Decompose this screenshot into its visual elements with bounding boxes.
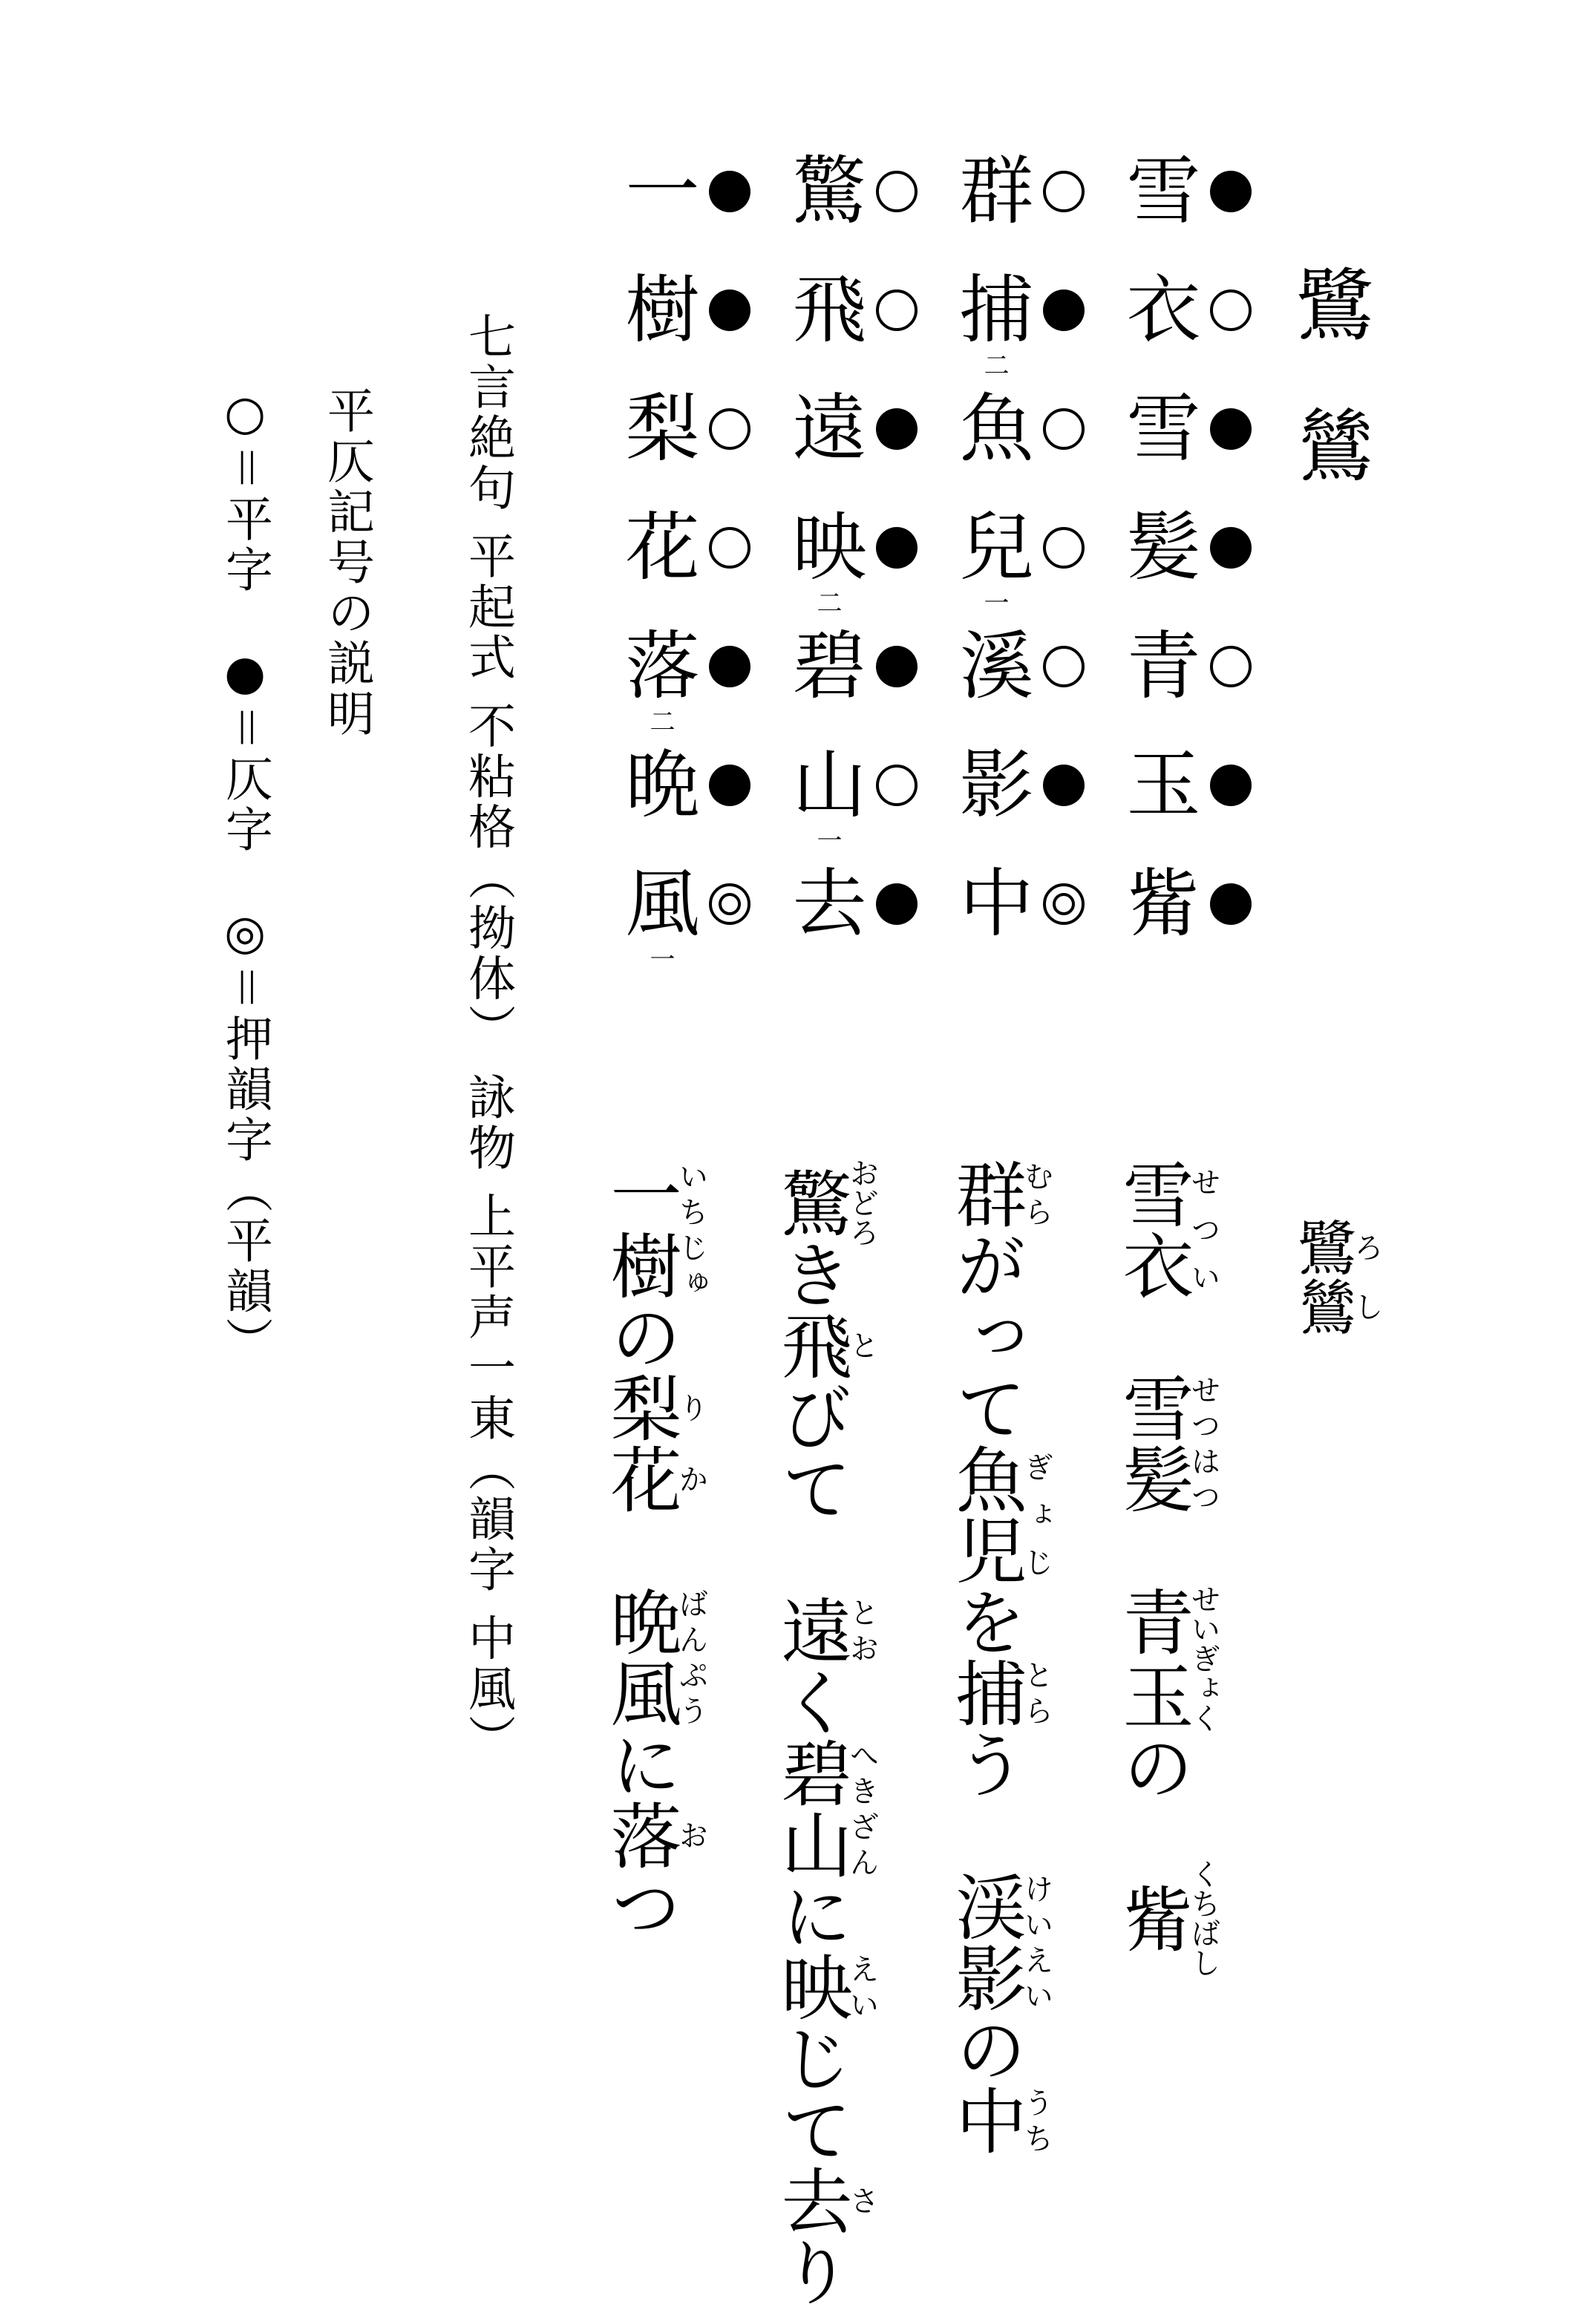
- poem-char-cell: [954, 861, 1125, 946]
- poem-char-cell: [787, 624, 958, 709]
- yomikudashi-line: [770, 1158, 879, 2307]
- ruby-reading: むら: [1019, 1158, 1053, 1229]
- hyo-circle-icon: [1043, 408, 1085, 450]
- ruby-word: [599, 1158, 708, 1300]
- ruby-reading: くちばし: [1186, 1859, 1220, 1977]
- ruby-reading: お: [674, 1799, 708, 1871]
- poem-kanji: 落: [625, 623, 700, 710]
- ruby-reading: とお: [845, 1594, 879, 1666]
- poem-char-cell: [787, 504, 958, 618]
- ruby-word: [770, 1309, 879, 1381]
- ruby-base: 遠: [770, 1594, 853, 1666]
- ruby-base: 青玉: [1111, 1584, 1194, 1732]
- soku-dot-icon: [876, 408, 918, 450]
- okurigana: に: [770, 1879, 853, 1951]
- soku-dot-icon: [1210, 527, 1252, 569]
- poem-kanji: 雪: [1126, 385, 1201, 472]
- hyo-circle-icon: [876, 289, 918, 331]
- kaeriten-mark: 一: [650, 945, 676, 975]
- ruby-word: [599, 1586, 708, 1728]
- poem-char-cell: [620, 860, 791, 975]
- ruby-base: 觜: [1111, 1859, 1194, 1977]
- poem-kanji: 中: [959, 860, 1034, 947]
- ruby-word: [1111, 1584, 1220, 1732]
- ruby-base: 落: [599, 1799, 682, 1871]
- kaeriten-mark: 二: [984, 351, 1010, 381]
- poem-kanji: 映: [792, 504, 867, 591]
- ruby-word: [770, 1158, 879, 1247]
- hyo-circle-icon: [709, 408, 750, 450]
- okurigana: つ: [599, 1871, 682, 1942]
- ruby-reading: えい: [845, 1951, 879, 2022]
- ruby-base: 梨花: [599, 1372, 682, 1514]
- poem-char-cell: [620, 742, 791, 828]
- ruby-word: [599, 1372, 708, 1514]
- okurigana: を: [944, 1586, 1027, 1657]
- poem-kanji: 衣: [1126, 266, 1201, 353]
- poem-char-cell: [954, 266, 1125, 381]
- kaeriten-mark: 一: [984, 589, 1010, 618]
- yomikudashi-line: [599, 1158, 708, 1942]
- poem-title-char: 鷥: [1295, 402, 1374, 493]
- okurigana: の: [944, 2013, 1027, 2084]
- okurigana: [944, 1799, 1027, 1871]
- soku-dot-icon: [709, 289, 750, 331]
- hyo-circle-icon: [1043, 527, 1085, 569]
- rhyme-double-circle-icon: [1043, 883, 1085, 925]
- poem-kanji: 一: [625, 148, 700, 235]
- poem-kanji: 溪: [959, 623, 1034, 710]
- soku-dot-icon: [876, 883, 918, 925]
- poem-kanji: 晩: [625, 742, 700, 828]
- poem-char-cell: [620, 148, 791, 234]
- soku-dot-icon: [1210, 408, 1252, 450]
- poem-char-cell: [1121, 386, 1292, 471]
- yomi-title-text: 鷺鷥: [1287, 1217, 1356, 1336]
- hyo-circle-icon: [1210, 646, 1252, 687]
- ruby-word: [1111, 1158, 1220, 1300]
- ruby-base: 晩風: [599, 1586, 682, 1728]
- poem-kanji: 山: [792, 742, 867, 828]
- ruby-reading: いちじゅ: [674, 1158, 708, 1300]
- poem-char-cell: [787, 386, 958, 471]
- ruby-word: [944, 1443, 1053, 1586]
- soku-dot-icon: [876, 527, 918, 569]
- ruby-base: 飛: [770, 1309, 853, 1381]
- ruby-base: 雪髪: [1111, 1372, 1194, 1514]
- poem-kanji: 驚: [792, 148, 867, 235]
- okurigana: がって: [944, 1229, 1027, 1443]
- poem-char-cell: [1121, 267, 1292, 353]
- poem-kanji: 梨: [625, 385, 700, 472]
- poem-kanji: 風: [625, 860, 700, 947]
- ruby-reading: せつはつ: [1186, 1372, 1220, 1514]
- poem-char-cell: [1121, 861, 1292, 946]
- ruby-reading: とら: [1019, 1657, 1053, 1728]
- hyo-circle-icon: [876, 765, 918, 806]
- ruby-base: 驚: [770, 1158, 853, 1247]
- okurigana: く: [770, 1666, 853, 1737]
- legend-text: ○＝平字 ●＝仄字 ◎＝押韻字（平韻）: [218, 386, 272, 1367]
- okurigana: [1111, 1300, 1194, 1372]
- poem-char-cell: [954, 386, 1125, 471]
- ruby-reading: うち: [1019, 2084, 1053, 2156]
- soku-dot-icon: [709, 171, 750, 212]
- poem-char-cell: [787, 148, 958, 234]
- ruby-word: [770, 1594, 879, 1666]
- poem-char-cell: [620, 623, 791, 737]
- poem-kanji: 碧: [792, 623, 867, 710]
- kaeriten-mark: 二: [650, 707, 676, 737]
- rhyme-double-circle-icon: [709, 883, 750, 925]
- soku-dot-icon: [1210, 883, 1252, 925]
- poem-char-cell: [954, 148, 1125, 234]
- poem-kanji: 玉: [1126, 742, 1201, 828]
- okurigana: [1111, 1514, 1194, 1586]
- poem-kanji: 群: [959, 148, 1034, 235]
- soku-dot-icon: [1210, 171, 1252, 212]
- poem-kanji: 髪: [1126, 504, 1201, 591]
- ruby-word: [599, 1799, 708, 1871]
- ruby-reading: へきざん: [845, 1737, 879, 1879]
- poem-kanji: 青: [1126, 623, 1201, 710]
- soku-dot-icon: [1043, 765, 1085, 806]
- yomikudashi-line: [944, 1158, 1053, 2156]
- soku-dot-icon: [1043, 289, 1085, 331]
- kaeriten-mark: 一: [817, 826, 843, 856]
- soku-dot-icon: [1210, 765, 1252, 806]
- poem-char-cell: [787, 861, 958, 946]
- poem-char-cell: [620, 505, 791, 590]
- ruby-reading: と: [845, 1309, 879, 1381]
- ruby-word: [944, 2084, 1053, 2156]
- poem-kanji: 雪: [1126, 148, 1201, 235]
- poem-char-cell: [954, 624, 1125, 709]
- okurigana: [599, 1514, 682, 1586]
- soku-dot-icon: [709, 646, 750, 687]
- poem-char-cell: [620, 267, 791, 353]
- ruby-reading: ばんぷう: [674, 1586, 708, 1728]
- poem-char-cell: [1121, 505, 1292, 590]
- okurigana: き: [770, 1238, 853, 1309]
- poem-kanji: 魚: [959, 385, 1034, 472]
- ruby-base: 捕: [944, 1657, 1027, 1728]
- poem-title-char: 鷺: [1295, 261, 1374, 352]
- ruby-base: 渓影: [944, 1871, 1027, 2013]
- okurigana: びて: [770, 1381, 853, 1523]
- ruby-word: [944, 1871, 1053, 2013]
- legend-title: 平仄記号の説明: [319, 386, 374, 739]
- poem-kanji: 捕: [959, 266, 1034, 353]
- ruby-base: 映: [770, 1951, 853, 2022]
- ruby-reading: おどろ: [845, 1158, 879, 1247]
- hyo-circle-icon: [1043, 646, 1085, 687]
- form-note: 七言絶句 平起式 不粘格（拗体） 詠物 上平声一東（韻字 中風）: [460, 312, 515, 1765]
- ruby-base: 魚児: [944, 1443, 1027, 1586]
- ruby-reading: せつい: [1186, 1158, 1220, 1300]
- ruby-word: [944, 1158, 1053, 1229]
- poem-kanji: 飛: [792, 266, 867, 353]
- ruby-reading: ぎょじ: [1019, 1443, 1053, 1586]
- poem-char-cell: [1121, 742, 1292, 828]
- ruby-base: 群: [944, 1158, 1027, 1229]
- okurigana: [770, 1523, 853, 1594]
- poem-char-cell: [954, 742, 1125, 828]
- ruby-reading: さ: [845, 2164, 879, 2236]
- soku-dot-icon: [876, 646, 918, 687]
- poem-kanji: 影: [959, 742, 1034, 828]
- hyo-circle-icon: [876, 171, 918, 212]
- poem-kanji: 兒: [959, 504, 1034, 591]
- hyo-circle-icon: [1043, 171, 1085, 212]
- okurigana: り: [770, 2236, 853, 2307]
- okurigana: じて: [770, 2022, 853, 2164]
- yomikudashi-line: [1111, 1158, 1220, 1977]
- ruby-word: [770, 2164, 879, 2236]
- ruby-word: [944, 1657, 1053, 1728]
- poem-title: [1295, 261, 1374, 549]
- ruby-reading: けいえい: [1019, 1871, 1053, 2013]
- ruby-word: [1111, 1859, 1220, 1977]
- poem-char-cell: [1121, 148, 1292, 234]
- hyo-circle-icon: [1210, 289, 1252, 331]
- hyo-circle-icon: [709, 527, 750, 569]
- ruby-word: [770, 1737, 879, 1879]
- ruby-base: 雪衣: [1111, 1158, 1194, 1300]
- ruby-word: [770, 1951, 879, 2022]
- okurigana: の: [599, 1300, 682, 1372]
- yomikudashi-title: [1287, 1217, 1384, 1336]
- poem-kanji: 樹: [625, 266, 700, 353]
- poem-kanji: 花: [625, 504, 700, 591]
- poem-kanji: 觜: [1126, 860, 1201, 947]
- poem-kanji: 去: [792, 860, 867, 947]
- kaeriten-mark: 二: [817, 589, 843, 618]
- soku-dot-icon: [709, 765, 750, 806]
- poem-char-cell: [954, 504, 1125, 618]
- ruby-base: 中: [944, 2084, 1027, 2156]
- poem-char-cell: [1121, 624, 1292, 709]
- ruby-base: 去: [770, 2164, 853, 2236]
- ruby-base: 一樹: [599, 1158, 682, 1300]
- poem-char-cell: [787, 742, 958, 856]
- ruby-reading: せいぎょく: [1186, 1584, 1220, 1732]
- okurigana: の: [1111, 1731, 1194, 1802]
- ruby-base: 碧山: [770, 1737, 853, 1879]
- okurigana: に: [599, 1728, 682, 1799]
- yomi-title-ruby: ろし: [1349, 1217, 1384, 1336]
- ruby-reading: りか: [674, 1372, 708, 1514]
- okurigana: う: [944, 1728, 1027, 1799]
- poem-kanji: 遠: [792, 385, 867, 472]
- poem-char-cell: [787, 267, 958, 353]
- ruby-word: [1111, 1372, 1220, 1514]
- poem-char-cell: [620, 386, 791, 471]
